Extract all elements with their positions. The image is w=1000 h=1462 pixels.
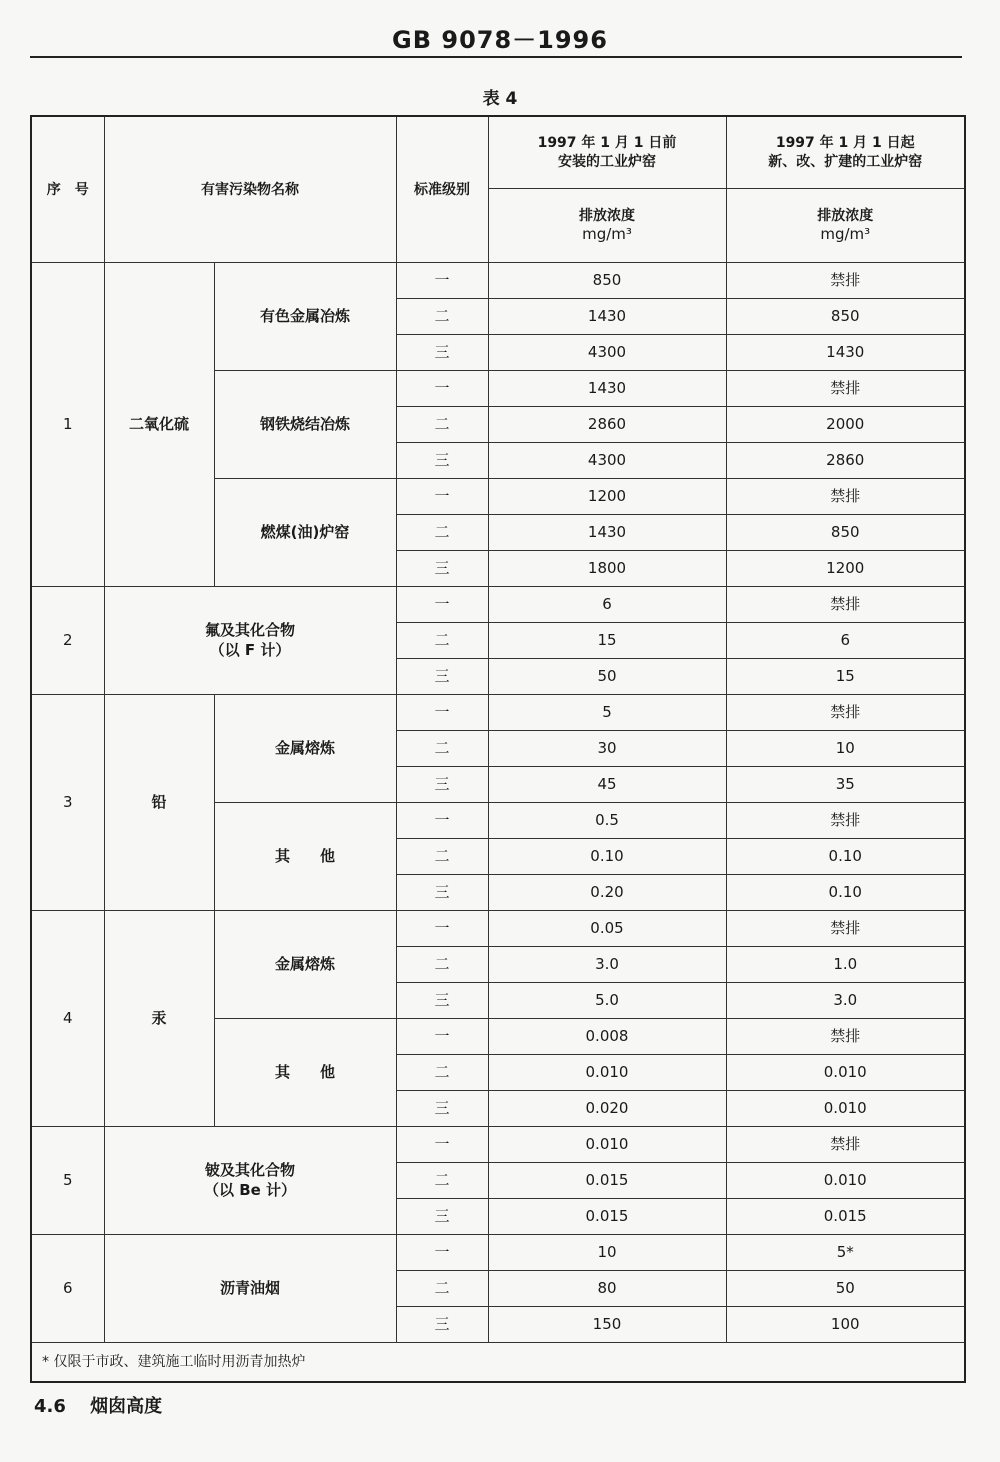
value-before-1997: 0.5: [488, 803, 726, 839]
process-name: 金属熔炼: [214, 911, 396, 1019]
standard-level: 三: [396, 335, 488, 371]
value-before-1997: 0.05: [488, 911, 726, 947]
standard-level: 一: [396, 587, 488, 623]
pollutant-name: 铅: [104, 695, 214, 911]
value-before-1997: 0.020: [488, 1091, 726, 1127]
standard-level: 三: [396, 875, 488, 911]
value-before-1997: 5.0: [488, 983, 726, 1019]
value-after-1997: 50: [726, 1271, 965, 1307]
value-after-1997: 100: [726, 1307, 965, 1343]
value-after-1997: 6: [726, 623, 965, 659]
value-after-1997: 2000: [726, 407, 965, 443]
value-after-1997: 1.0: [726, 947, 965, 983]
value-before-1997: 0.10: [488, 839, 726, 875]
table-footnote: * 仅限于市政、建筑施工临时用沥青加热炉: [31, 1343, 965, 1383]
standard-level: 二: [396, 299, 488, 335]
value-before-1997: 6: [488, 587, 726, 623]
process-name: 有色金属冶炼: [214, 263, 396, 371]
value-before-1997: 80: [488, 1271, 726, 1307]
value-after-1997: 5*: [726, 1235, 965, 1271]
standard-level: 二: [396, 947, 488, 983]
row-seq: 3: [31, 695, 104, 911]
value-before-1997: 150: [488, 1307, 726, 1343]
row-seq: 4: [31, 911, 104, 1127]
value-after-1997: 禁排: [726, 587, 965, 623]
value-before-1997: 3.0: [488, 947, 726, 983]
value-before-1997: 0.20: [488, 875, 726, 911]
value-before-1997: 10: [488, 1235, 726, 1271]
value-after-1997: 0.010: [726, 1055, 965, 1091]
header-level: 标准级别: [396, 116, 488, 263]
standard-level: 二: [396, 623, 488, 659]
value-before-1997: 4300: [488, 443, 726, 479]
value-before-1997: 0.010: [488, 1127, 726, 1163]
value-before-1997: 1430: [488, 299, 726, 335]
value-before-1997: 0.015: [488, 1199, 726, 1235]
standard-level: 一: [396, 1127, 488, 1163]
standard-level: 三: [396, 1307, 488, 1343]
value-before-1997: 0.015: [488, 1163, 726, 1199]
value-before-1997: 5: [488, 695, 726, 731]
process-name: 燃煤(油)炉窑: [214, 479, 396, 587]
value-after-1997: 1430: [726, 335, 965, 371]
value-before-1997: 1800: [488, 551, 726, 587]
row-seq: 6: [31, 1235, 104, 1343]
value-after-1997: 禁排: [726, 1019, 965, 1055]
standard-level: 二: [396, 731, 488, 767]
table-row: [31, 695, 965, 731]
value-after-1997: 2860: [726, 443, 965, 479]
value-before-1997: 15: [488, 623, 726, 659]
standard-level: 三: [396, 767, 488, 803]
value-before-1997: 1430: [488, 515, 726, 551]
value-before-1997: 1430: [488, 371, 726, 407]
process-name: 金属熔炼: [214, 695, 396, 803]
standard-level: 一: [396, 695, 488, 731]
standard-level: 三: [396, 551, 488, 587]
standard-level: 三: [396, 983, 488, 1019]
value-before-1997: 50: [488, 659, 726, 695]
row-seq: 5: [31, 1127, 104, 1235]
header-concentration-after: 排放浓度 mg/m³: [726, 189, 965, 263]
standard-id: GB 9078－1996: [392, 26, 608, 54]
value-after-1997: 15: [726, 659, 965, 695]
value-after-1997: 0.10: [726, 839, 965, 875]
value-after-1997: 禁排: [726, 371, 965, 407]
process-name: 钢铁烧结冶炼: [214, 371, 396, 479]
value-after-1997: 0.015: [726, 1199, 965, 1235]
value-before-1997: 850: [488, 263, 726, 299]
section-title: 烟囱高度: [90, 1396, 163, 1417]
value-after-1997: 禁排: [726, 695, 965, 731]
value-after-1997: 35: [726, 767, 965, 803]
pollutant-name: 沥青油烟: [104, 1235, 396, 1343]
value-before-1997: 4300: [488, 335, 726, 371]
header-after-1997: 1997 年 1 月 1 日起 新、改、扩建的工业炉窑: [726, 116, 965, 189]
process-name: 其 他: [214, 803, 396, 911]
value-after-1997: 禁排: [726, 911, 965, 947]
value-before-1997: 0.008: [488, 1019, 726, 1055]
standard-level: 一: [396, 479, 488, 515]
row-seq: 2: [31, 587, 104, 695]
value-before-1997: 30: [488, 731, 726, 767]
standard-level: 二: [396, 1163, 488, 1199]
table-row: [31, 1127, 965, 1163]
standard-level: 二: [396, 839, 488, 875]
process-name: 其 他: [214, 1019, 396, 1127]
standard-level: 二: [396, 1055, 488, 1091]
standard-level: 二: [396, 515, 488, 551]
value-after-1997: 850: [726, 515, 965, 551]
standard-level: 一: [396, 1019, 488, 1055]
value-after-1997: 0.10: [726, 875, 965, 911]
header-before-1997: 1997 年 1 月 1 日前 安装的工业炉窑: [488, 116, 726, 189]
standard-level: 三: [396, 1199, 488, 1235]
header-rule: [30, 56, 962, 58]
standard-level: 三: [396, 1091, 488, 1127]
pollutant-name: 氟及其化合物 （以 F 计）: [104, 587, 396, 695]
table-row: [31, 263, 965, 299]
table-row: [31, 587, 965, 623]
table-caption: 表 4: [482, 89, 518, 109]
value-after-1997: 禁排: [726, 479, 965, 515]
row-seq: 1: [31, 263, 104, 587]
header-pollutant: 有害污染物名称: [104, 116, 396, 263]
standard-level: 三: [396, 659, 488, 695]
header-seq: 序 号: [31, 116, 104, 263]
value-before-1997: 0.010: [488, 1055, 726, 1091]
standard-level: 二: [396, 407, 488, 443]
pollutant-name: 二氧化硫: [104, 263, 214, 587]
standard-level: 一: [396, 1235, 488, 1271]
standard-level: 二: [396, 1271, 488, 1307]
emission-limits-table: [30, 115, 966, 1383]
header-concentration-before: 排放浓度 mg/m³: [488, 189, 726, 263]
value-after-1997: 3.0: [726, 983, 965, 1019]
value-after-1997: 禁排: [726, 803, 965, 839]
next-section-heading: [34, 1392, 162, 1418]
standard-level: 三: [396, 443, 488, 479]
value-after-1997: 0.010: [726, 1163, 965, 1199]
pollutant-name: 汞: [104, 911, 214, 1127]
value-after-1997: 0.010: [726, 1091, 965, 1127]
value-after-1997: 850: [726, 299, 965, 335]
table-row: [31, 911, 965, 947]
value-before-1997: 1200: [488, 479, 726, 515]
pollutant-name: 铍及其化合物 （以 Be 计）: [104, 1127, 396, 1235]
value-after-1997: 禁排: [726, 263, 965, 299]
standard-level: 一: [396, 263, 488, 299]
value-before-1997: 45: [488, 767, 726, 803]
value-before-1997: 2860: [488, 407, 726, 443]
standard-level: 一: [396, 803, 488, 839]
standard-level: 一: [396, 911, 488, 947]
standard-level: 一: [396, 371, 488, 407]
section-number: 4.6: [34, 1396, 66, 1417]
value-after-1997: 10: [726, 731, 965, 767]
value-after-1997: 禁排: [726, 1127, 965, 1163]
value-after-1997: 1200: [726, 551, 965, 587]
table-row: [31, 1235, 965, 1271]
